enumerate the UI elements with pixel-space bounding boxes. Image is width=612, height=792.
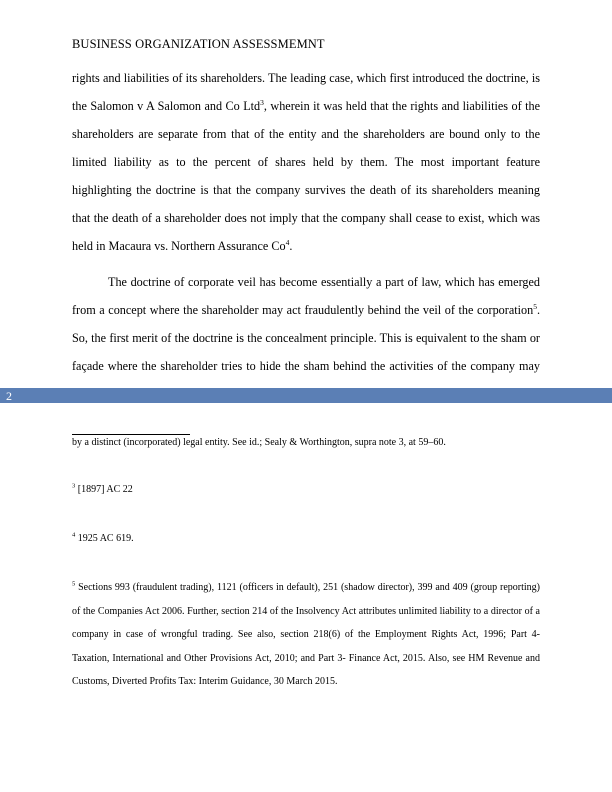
footnote-text: 1925 AC 619. — [75, 533, 134, 544]
body-paragraph-1 — [72, 64, 540, 260]
footnote-marker: 5 — [72, 580, 76, 588]
footnote-text: [1897] AC 22 — [75, 484, 133, 495]
footnote-ref-4[interactable]: 4 — [285, 237, 290, 247]
paragraph-text: The doctrine of corporate veil has become essentially a part of law, which has emerged from a concept where the shareholder may act fraudulently behind the veil of the corporation — [72, 275, 540, 317]
body-paragraph-2 — [72, 268, 540, 408]
paragraph-text: rights and liabilities of its shareholders. The leading case, which first introduced the doctrine, is the Salomon v A Salomon and Co Ltd — [72, 71, 540, 113]
footnote-ref-5[interactable]: 5 — [533, 301, 537, 311]
footnote-text: Sections 993 (fraudulent trading), 1121 (officers in default), 251 (shadow director), 399 and 409 (group reporting) of the Companies Act 2006. Further, section 214 of the Insolvency Act attributes unlimited liability to a director of a company in case of wrongful trading. See also, section 218(6) of the Employment Rights Act, 1996; Part 4- Taxation, International and Other Provisions Act, 2010; and Part 3- Finance Act, 2015. Also, see HM Revenue and Customs, Diverted Profits Tax: Interim Guidance, 30 March 2015. — [72, 582, 540, 687]
footnote-5 — [72, 576, 540, 694]
paragraph-text: . — [289, 239, 293, 253]
page-number: 2 — [6, 389, 12, 403]
footnote-marker: 3 — [72, 482, 76, 490]
footnote-continued: by a distinct (incorporated) legal entity. See id.; Sealy & Worthington, supra note 3, at 59–60. — [72, 437, 446, 448]
footnote-ref-3[interactable]: 3 — [260, 97, 264, 107]
paragraph-text: . So, the first merit of the doctrine is the concealment principle. This is equivalent to the sham or façade where the shareholder tries to hide the sham behind the activities of the company may — [72, 303, 540, 373]
footnote-marker: 4 — [72, 531, 76, 539]
footnote-3 — [72, 478, 540, 502]
page-break-bar — [0, 388, 612, 403]
paragraph-text: , wherein it was held that the rights and liabilities of the shareholders are separate from that of the entity and the shareholders are bound only to the limited liability as to the percent of shares held by them. The most important feature highlighting the doctrine is that the company survives the death of its shareholders meaning that the death of a shareholder does not imply that the company shall cease to exist, which was held in Macaura vs. Northern Assurance Co — [72, 99, 540, 253]
footnote-4 — [72, 527, 540, 551]
page-header: BUSINESS ORGANIZATION ASSESSMEMNT — [72, 37, 325, 51]
